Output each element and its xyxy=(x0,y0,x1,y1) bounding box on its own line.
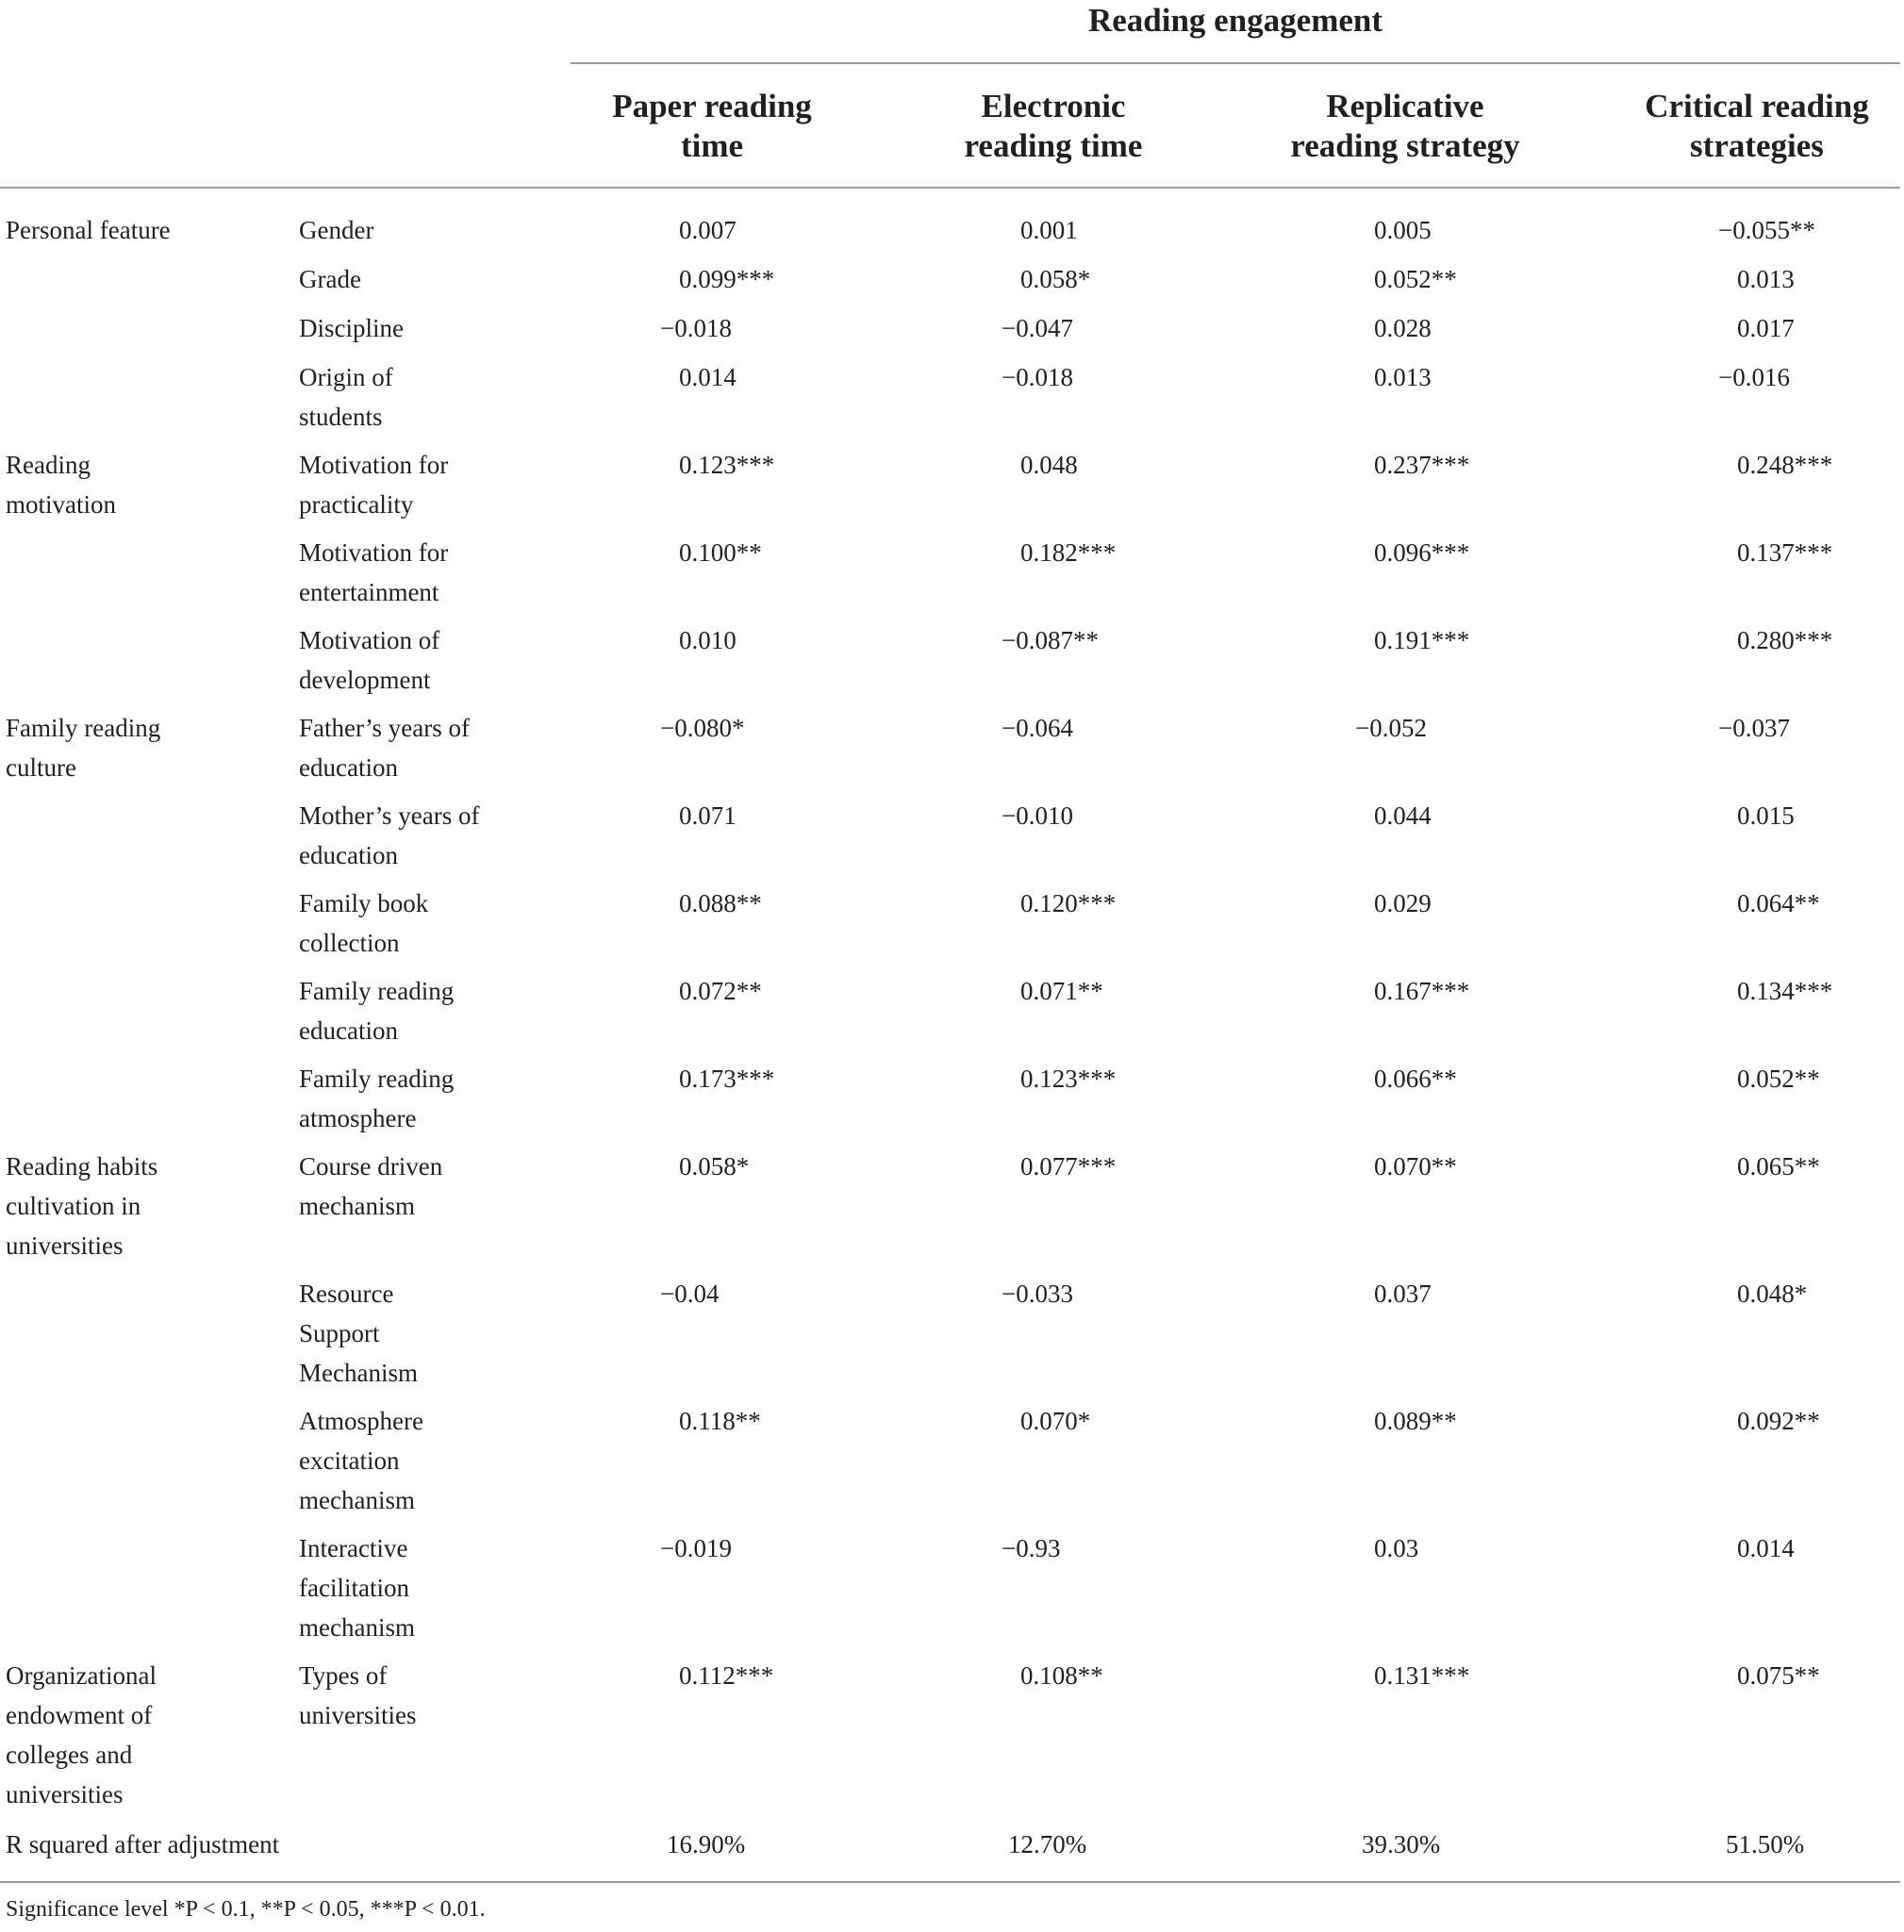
rsquared-value: 39.30% xyxy=(1362,1830,1441,1858)
table-cell: −0.080* xyxy=(660,714,745,742)
table-cell: −0.93 xyxy=(1002,1534,1061,1562)
row-variable-label: Father’s years of education xyxy=(299,714,470,782)
table-cell: 0.071** xyxy=(1020,977,1103,1005)
table-cell: 0.065** xyxy=(1737,1152,1820,1181)
table-cell: 0.137*** xyxy=(1737,538,1833,567)
table-cell: −0.055** xyxy=(1718,216,1815,244)
column-header-electronic-reading-time: Electronic reading time xyxy=(964,88,1143,164)
rsquared-label: R squared after adjustment xyxy=(6,1830,280,1858)
header-rule xyxy=(0,187,1900,189)
table-cell: 0.100** xyxy=(679,538,762,567)
table-cell: 0.075** xyxy=(1737,1661,1820,1690)
table-cell: 0.005 xyxy=(1374,216,1432,244)
rsquared-value: 16.90% xyxy=(667,1830,746,1858)
table-cell: 0.029 xyxy=(1374,889,1432,917)
table-cell: 0.013 xyxy=(1374,363,1432,391)
table-cell: 0.248*** xyxy=(1737,451,1833,479)
table-cell: 0.048 xyxy=(1020,451,1078,479)
table-cell: 0.03 xyxy=(1374,1534,1419,1562)
row-variable-label: Atmosphere excitation mechanism xyxy=(299,1407,423,1514)
row-variable-label: Gender xyxy=(299,216,374,244)
table-cell: 0.010 xyxy=(679,626,737,654)
table-cell: 0.001 xyxy=(1020,216,1078,244)
table-cell: 0.191*** xyxy=(1374,626,1470,654)
table-cell: −0.087** xyxy=(1002,626,1099,654)
table-cell: −0.016 xyxy=(1718,363,1790,391)
column-header-replicative-reading-strategy: Replicative reading strategy xyxy=(1290,88,1520,164)
table-cell: −0.037 xyxy=(1718,714,1790,742)
table-cell: −0.064 xyxy=(1002,714,1073,742)
table-cell: 0.037 xyxy=(1374,1280,1432,1308)
bottom-rule xyxy=(0,1881,1900,1883)
table-cell: 0.070** xyxy=(1374,1152,1457,1181)
table-cell: 0.070* xyxy=(1020,1407,1091,1435)
row-variable-label: Interactive facilitation mechanism xyxy=(299,1534,415,1642)
row-group-label: Family reading culture xyxy=(6,714,161,782)
table-cell: −0.04 xyxy=(660,1280,720,1308)
table-cell: 0.182*** xyxy=(1020,538,1117,567)
table-cell: −0.052 xyxy=(1355,714,1427,742)
row-variable-label: Motivation for entertainment xyxy=(299,538,449,606)
rsquared-value: 12.70% xyxy=(1008,1830,1087,1858)
row-variable-label: Motivation of development xyxy=(299,626,440,694)
row-group-label: Reading habits cultivation in universities xyxy=(6,1152,158,1260)
table-cell: 0.077*** xyxy=(1020,1152,1117,1181)
table-cell: 0.131*** xyxy=(1374,1661,1470,1690)
table-cell: 0.048* xyxy=(1737,1280,1808,1308)
table-cell: 0.064** xyxy=(1737,889,1820,917)
table-cell: 0.052** xyxy=(1737,1065,1820,1093)
row-variable-label: Family book collection xyxy=(299,889,429,957)
table-cell: 0.028 xyxy=(1374,314,1432,342)
row-variable-label: Family reading atmosphere xyxy=(299,1065,455,1132)
column-header-paper-reading-time: Paper reading time xyxy=(612,88,812,164)
table-cell: 0.014 xyxy=(1737,1534,1795,1562)
table-cell: 0.112*** xyxy=(679,1661,774,1690)
row-group-label: Reading motivation xyxy=(6,451,116,519)
table-cell: 0.118** xyxy=(679,1407,761,1435)
significance-footnote: Significance level *P < 0.1, **P < 0.05, ***P < 0.01. xyxy=(6,1897,486,1922)
table-cell: −0.033 xyxy=(1002,1280,1073,1308)
table-cell: 0.072** xyxy=(679,977,762,1005)
table-cell: 0.237*** xyxy=(1374,451,1470,479)
table-cell: 0.173*** xyxy=(679,1065,775,1093)
table-cell: 0.099*** xyxy=(679,265,775,293)
table-cell: −0.019 xyxy=(660,1534,732,1562)
table-cell: −0.047 xyxy=(1002,314,1073,342)
table-cell: −0.018 xyxy=(1002,363,1073,391)
row-variable-label: Course driven mechanism xyxy=(299,1152,443,1220)
row-group-label: Personal feature xyxy=(6,216,171,244)
table-cell: 0.280*** xyxy=(1737,626,1833,654)
table-cell: 0.058* xyxy=(1020,265,1091,293)
table-cell: 0.123*** xyxy=(1020,1065,1117,1093)
table-cell: 0.088** xyxy=(679,889,762,917)
row-variable-label: Discipline xyxy=(299,314,404,342)
table-cell: −0.018 xyxy=(660,314,732,342)
row-variable-label: Mother’s years of education xyxy=(299,801,480,869)
row-variable-label: Origin of students xyxy=(299,363,393,431)
spanner-heading: Reading engagement xyxy=(1087,2,1383,39)
table-cell: 0.071 xyxy=(679,801,737,830)
table-cell: 0.014 xyxy=(679,363,737,391)
table-cell: 0.123*** xyxy=(679,451,775,479)
row-variable-label: Types of universities xyxy=(299,1661,417,1729)
table-cell: 0.007 xyxy=(679,216,737,244)
table-cell: 0.066** xyxy=(1374,1065,1457,1093)
table-cell: 0.015 xyxy=(1737,801,1795,830)
table-cell: 0.092** xyxy=(1737,1407,1820,1435)
table-cell: 0.013 xyxy=(1737,265,1795,293)
table-cell: −0.010 xyxy=(1002,801,1073,830)
row-variable-label: Resource Support Mechanism xyxy=(299,1280,418,1387)
row-group-label: Organizational endowment of colleges and universities xyxy=(6,1661,157,1808)
table-cell: 0.167*** xyxy=(1374,977,1470,1005)
table-cell: 0.017 xyxy=(1737,314,1795,342)
table-cell: 0.134*** xyxy=(1737,977,1833,1005)
column-header-critical-reading-strategies: Critical reading strategies xyxy=(1645,88,1869,164)
table-cell: 0.096*** xyxy=(1374,538,1470,567)
rsquared-value: 51.50% xyxy=(1726,1830,1805,1858)
row-variable-label: Grade xyxy=(299,265,361,293)
table-cell: 0.044 xyxy=(1374,801,1432,830)
table-cell: 0.089** xyxy=(1374,1407,1457,1435)
spanner-rule xyxy=(571,62,1900,64)
row-variable-label: Motivation for practicality xyxy=(299,451,449,519)
table-cell: 0.052** xyxy=(1374,265,1457,293)
table-cell: 0.108** xyxy=(1020,1661,1103,1690)
row-variable-label: Family reading education xyxy=(299,977,455,1045)
table-cell: 0.058* xyxy=(679,1152,750,1181)
table-cell: 0.120*** xyxy=(1020,889,1117,917)
